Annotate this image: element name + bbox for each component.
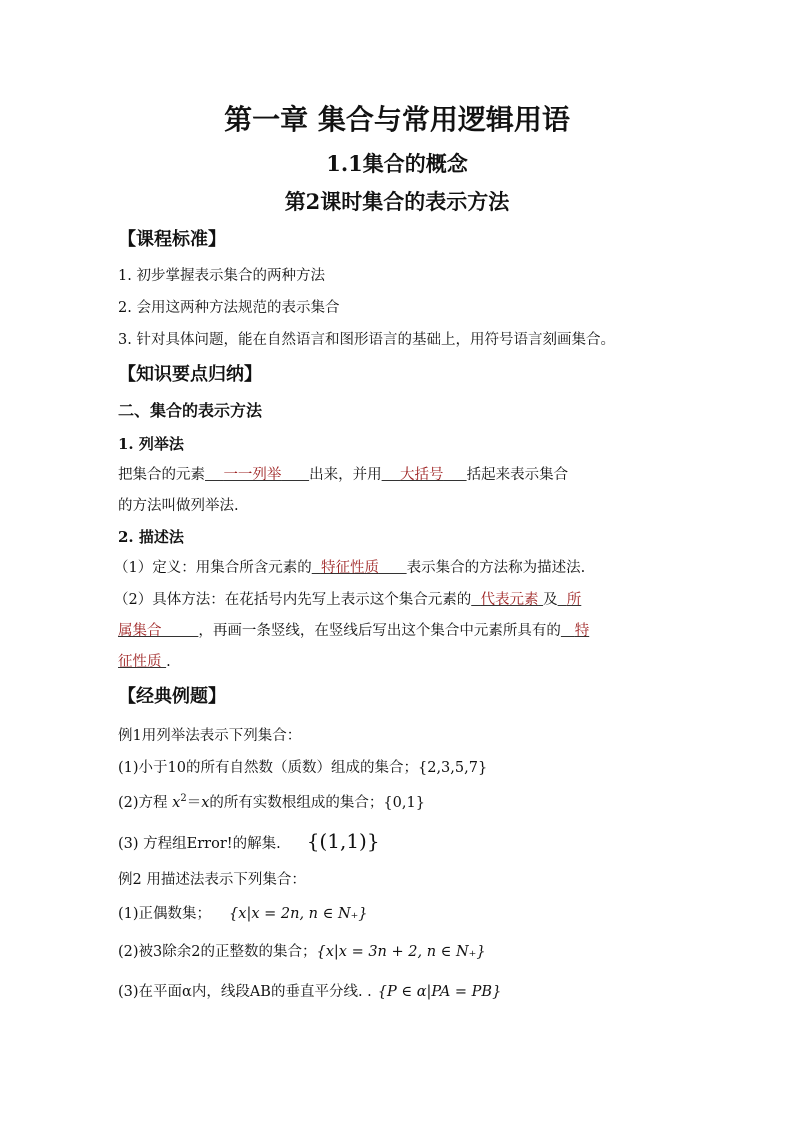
standard-item-3: 3. 针对具体问题，能在自然语言和图形语言的基础上，用符号语言刻画集合。 bbox=[118, 332, 615, 348]
answer-feature: 特征性质 bbox=[320, 560, 379, 576]
desc-method-procedure-3: 征性质 . bbox=[118, 654, 171, 670]
answer-list-out: 一一列举 bbox=[223, 467, 282, 483]
standard-item-2: 2. 会用这两种方法规范的表示集合 bbox=[118, 300, 340, 316]
list-method-line-1: 把集合的元素 一一列举 出来，并用 大括号 括起来表示集合 bbox=[118, 467, 569, 483]
example-1-q3: (3) 方程组Error!的解集. {(1,1)} bbox=[118, 829, 380, 853]
list-method-heading: 1. 列举法 bbox=[118, 435, 184, 453]
example-1-q2-answer: {0,1} bbox=[383, 795, 425, 811]
answer-property: 征性质 bbox=[118, 654, 162, 670]
page-title: 第一章 集合与常用逻辑用语 bbox=[224, 103, 570, 136]
example-1-q3-answer: {(1,1)} bbox=[306, 829, 380, 853]
knowledge-heading: 【知识要点归纳】 bbox=[118, 364, 262, 385]
desc-method-procedure-1: （2）具体方法：在花括号内先写上表示这个集合元素的 代表元素 及 所 bbox=[114, 592, 582, 608]
example-2-q2-answer: {x|x = 3n + 2, n ∈ N₊} bbox=[316, 944, 486, 960]
example-2-q1: (1)正偶数集； {x|x = 2n, n ∈ N₊} bbox=[118, 906, 368, 922]
example-2-q1-answer: {x|x = 2n, n ∈ N₊} bbox=[229, 906, 368, 922]
example-2-label: 例2 用描述法表示下列集合： bbox=[118, 872, 306, 888]
example-1-q1: (1)小于10的所有自然数（质数）组成的集合；{2,3,5,7} bbox=[118, 760, 488, 776]
section-title: 1.1集合的概念 bbox=[326, 151, 468, 176]
list-method-line-2: 的方法叫做列举法. bbox=[118, 498, 239, 514]
examples-heading: 【经典例题】 bbox=[118, 686, 226, 707]
example-1-q1-answer: {2,3,5,7} bbox=[418, 760, 488, 776]
desc-method-definition: （1）定义：用集合所含元素的 特征性质 表示集合的方法称为描述法. bbox=[114, 560, 586, 576]
standards-heading: 【课程标准】 bbox=[118, 229, 226, 250]
lesson-title: 第2课时集合的表示方法 bbox=[284, 189, 510, 214]
desc-method-procedure-2: 属集合 ，再画一条竖线，在竖线后写出这个集合中元素所具有的 特 bbox=[118, 623, 590, 639]
answer-braces: 大括号 bbox=[400, 467, 444, 483]
example-2-q3: (3)在平面α内，线段AB的垂直平分线. . {P ∈ α|PA = PB} bbox=[118, 984, 502, 1000]
example-2-q3-answer: {P ∈ α|PA = PB} bbox=[377, 984, 502, 1000]
methods-heading: 二、集合的表示方法 bbox=[118, 401, 263, 420]
example-2-q2: (2)被3除余2的正整数的集合；{x|x = 3n + 2, n ∈ N₊} bbox=[118, 944, 486, 960]
desc-method-heading: 2. 描述法 bbox=[118, 528, 184, 546]
standard-item-1: 1. 初步掌握表示集合的两种方法 bbox=[118, 268, 325, 284]
example-1-label: 例1用列举法表示下列集合： bbox=[118, 728, 302, 744]
example-1-q2: (2)方程 $x^2=x$的所有实数根组成的集合；{0,1} bbox=[118, 793, 425, 811]
answer-representative: 代表元素 bbox=[480, 592, 539, 608]
answer-belong-set: 属集合 bbox=[118, 623, 162, 639]
